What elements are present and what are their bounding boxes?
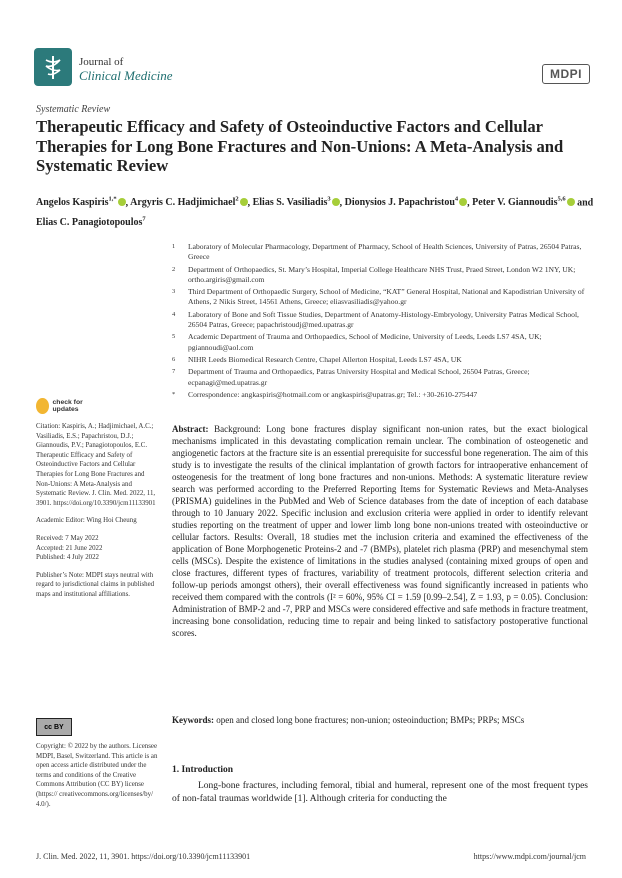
- affiliation: 6 NIHR Leeds Biomedical Research Centre, Chapel Allerton Hospital, Leeds LS7 4SA, UK: [172, 354, 462, 364]
- author[interactable]: Dionysios J. Papachristou$^4$: [345, 197, 468, 208]
- footer-journal-link[interactable]: https://www.mdpi.com/journal/jcm: [473, 852, 586, 861]
- author[interactable]: Argyris C. Hadjimichael$^2$: [130, 197, 248, 208]
- citation: Citation: Kaspiris, A.; Hadjimichael, A.C.; Vasiliadis, E.S.; Papachristou, D.J.; Giannoudis, P.V.; Panagiotopoulos, E.C. Therapeutic Efficacy and Safety of Osteoinductive Factors and Cellular Therapies for Long Bone Fractures and Non-Unions: A Meta-Analysis and Systematic Review. J. Clin. Med. 2022, 11, 3901. https://doi.org/10.3390/jcm11133901: [36, 423, 156, 507]
- keywords: [172, 714, 588, 726]
- check-for-updates-button[interactable]: [36, 396, 98, 416]
- publisher-note: Publisher’s Note: MDPI stays neutral with regard to jurisdictional claims in published maps and institutional affiliations.: [36, 571, 155, 598]
- abstract: [172, 423, 588, 639]
- article-title: Therapeutic Efficacy and Safety of Osteoinductive Factors and Cellular Therapies for Long Bone Fractures and Non-Unions: A Meta-Analysis and Systematic Review: [36, 117, 564, 175]
- journal-name-line1: Journal of: [79, 56, 124, 68]
- keywords-text: open and closed long bone fractures; non-union; osteoinduction; BMPs; PRPs; MSCs: [216, 715, 525, 725]
- sidebar-info: [36, 422, 158, 608]
- caduceus-icon: [42, 54, 64, 80]
- received-date: Received: 7 May 2022: [36, 534, 99, 542]
- orcid-icon[interactable]: [459, 198, 467, 206]
- author[interactable]: Peter V. Giannoudis$^{5,6}$: [472, 197, 574, 208]
- orcid-icon[interactable]: [240, 198, 248, 206]
- journal-logo: [34, 48, 72, 86]
- correspondence: * Correspondence: angkaspiris@hotmail.com or angkaspiris@upatras.gr; Tel.: +30-2610-275447: [172, 389, 478, 399]
- abstract-text: Background: Long bone fractures display significant non-union rates, but the exact biological mechanisms implicated in this devastating complication remain unclear. The combination of osteogenetic and angiogenetic factors at the fracture site is an essential prerequisite for successful bone regeneration. The aim of this study is to investigate the results of the clinical implantation of growth factors for intraoperative enhancement of osteogenesis for the treatment of long bone fractures and non-unions. Methods: A systematic literature review search was performed according to the Preferred Reporting Items for Systematic Reviews and Meta-Analyses (PRISMA) guidelines in the PubMed and Web of Science databases from the date of inception of each database through to 10 January 2022. Specific inclusion and exclusion criteria were applied in order to identify relevant studies reporting on the treatment of upper and lower limb long bone non-unions treated with osteoinductive or cellular factors. Results: Overall, 18 studies met the inclusion criteria and examined the effectiveness of the application of Bone Morphogenetic Proteins-2 and -7 (BMPs), platelet rich plasma (PRP) and mesenchymal stem cells (MSCs). Despite the existence of limitations in the studies analysed (containing mixed groups of open and close fractures, different types of fractures, variability of treatment protocols, different selection criteria and follow-up periods amongst others), their overall effectiveness was found significantly increased in patients who received them compared with the controls (I² = 60%, 95% CI = 1.59 [0.99–2.54], Z = 1.93, p = 0.05). Conclusion: Administration of BMP-2 and -7, PRP and MSCs were considered effective and safe methods in fracture treatment, increasing bone consolidation, reducing time to repair and being linked to satisfactory postoperative functional scores.: [172, 424, 588, 638]
- check-icon: [36, 398, 49, 414]
- abstract-label: Abstract:: [172, 424, 209, 434]
- affiliation: 2 Department of Orthopaedics, St. Mary’s Hospital, Imperial College Healthcare NHS Trust, Praed Street, London W2 1NY, UK; ortho.argiris@gmail.com: [172, 264, 576, 284]
- keywords-label: Keywords:: [172, 715, 214, 725]
- affiliations: [172, 242, 592, 402]
- section-body: Long-bone fractures, including femoral, tibial and humeral, represent one of the most frequent types of non-fatal traumas worldwide [1]. Although criteria for conducting the: [172, 781, 588, 804]
- accepted-date: Accepted: 21 June 2022: [36, 544, 103, 552]
- author[interactable]: Elias S. Vasiliadis$^3$: [253, 197, 340, 208]
- author[interactable]: Angelos Kaspiris$^{1,*}$: [36, 197, 126, 208]
- cc-license-icon[interactable]: cc BY: [36, 718, 72, 736]
- copyright: Copyright: © 2022 by the authors. Licensee MDPI, Basel, Switzerland. This article is an open access article distributed under the terms and conditions of the Creative Commons Attribution (CC BY) license (https:// creativecommons.org/licenses/by/ 4.0/).: [36, 743, 158, 808]
- article-type: Systematic Review: [36, 104, 111, 115]
- check-label: check for updates: [52, 399, 83, 413]
- affiliation: 4 Laboratory of Bone and Soft Tissue Studies, Department of Anatomy-Histology-Embryology, University Patras Medical School, 26504 Patras, Greece; papachristoudj@med.upatras.gr: [172, 309, 579, 329]
- orcid-icon[interactable]: [118, 198, 126, 206]
- publisher-logo: MDPI: [542, 64, 590, 84]
- affiliation: 7 Department of Trauma and Orthopaedics, Patras University Hospital and Medical School, 26504 Patras, Greece; ecpanagi@med.upatras.gr: [172, 367, 530, 387]
- orcid-icon[interactable]: [567, 198, 575, 206]
- affiliation: 1 Laboratory of Molecular Pharmacology, Department of Pharmacy, School of Health Sciences, University of Patras, 26504 Patras, Greece: [172, 242, 582, 262]
- orcid-icon[interactable]: [332, 198, 340, 206]
- published-date: Published: 4 July 2022: [36, 554, 99, 562]
- author-list: Angelos Kaspiris$^{1,*}$ , Argyris C. Hadjimichael$^2$ , Elias S. Vasiliadis$^3$ , Dionysios J. Papachristou$^4$ , Peter V. Giannoudis$^{5,6}$ and Elias C. Panagiotopoulos$^7$: [36, 196, 594, 228]
- affiliation: 5 Academic Department of Trauma and Orthopaedics, School of Medicine, University of Leeds, Leeds LS7 4SA, UK; pgiannoudi@aol.com: [172, 332, 542, 352]
- footer-citation[interactable]: J. Clin. Med. 2022, 11, 3901. https://doi.org/10.3390/jcm11133901: [36, 852, 251, 861]
- author[interactable]: Elias C. Panagiotopoulos$^7$: [36, 215, 146, 228]
- affiliation: 3 Third Department of Orthopaedic Surgery, School of Medicine, “KAT” General Hospital, National and Kapodistrian University of Athens, 2 Nikis Street, 14561 Athens, Greece; eliasvasiliadis@yahoo.gr: [172, 287, 585, 307]
- academic-editor: Academic Editor: Wing Hoi Cheung: [36, 517, 137, 525]
- journal-name: [79, 55, 173, 83]
- journal-name-line2: Clinical Medicine: [79, 68, 173, 83]
- section-heading: 1. Introduction: [172, 765, 234, 775]
